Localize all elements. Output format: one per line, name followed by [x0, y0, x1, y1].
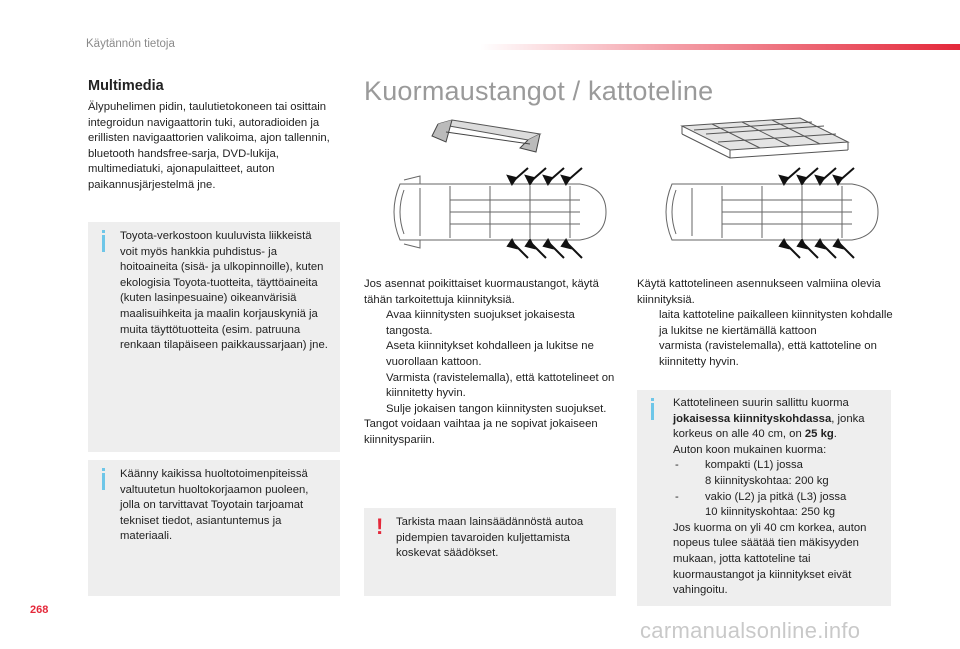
list-item: Avaa kiinnitysten suojukset jokaisesta tangosta.: [386, 309, 575, 337]
info-box-load-limits-text: [673, 396, 883, 599]
header-accent-bar: [480, 44, 960, 50]
mount-arrows-top: [508, 168, 582, 184]
info-box-service-text: Käänny kaikissa huoltotoimenpiteissä valtuutetun huoltokorjaamon puoleen, jolla on tarvittavat Toyotain tarjoamat tekniset tiedot, asiantuntemus ja materiaali.: [120, 468, 309, 543]
mount-arrows-bottom: [508, 240, 582, 258]
roof-rack-instructions: [637, 277, 893, 371]
section-title: Käytännön tietoja: [86, 38, 175, 50]
mount-arrows-top: [780, 168, 854, 184]
roof-bars-steps: [364, 308, 620, 417]
dash-icon: -: [675, 459, 679, 472]
info-box-products: [88, 222, 340, 452]
list-item: laita kattoteline paikalleen kiinnitysten kohdalle ja lukitse ne kiertämällä kattoon: [659, 309, 893, 337]
multimedia-paragraph: Älypuhelimen pidin, taulutietokoneen tai osittain integroidun navigaattorin tuki, autoradioiden ja erillisten navigaattorien valikoima, ajon tallennin, bluetooth handsfree-sarja, DVD-lukija, multimediatuki, ajonapulaitteet, auton paikannusjärjestelmä jne.: [88, 101, 330, 191]
info-box-load-limits: [637, 390, 891, 606]
page-number: 268: [30, 604, 49, 616]
roof-bars-outro: Tangot voidaan vaihtaa ja ne sopivat jokaiseen kiinnityspariin.: [364, 418, 598, 446]
max-load-sentence: Kattotelineen suurin sallittu kuorma jokaisessa kiinnityskohdassa, jonka korkeus on alle 40 cm, on 25 kg.: [673, 397, 865, 441]
list-item: - kompakti (L1) jossa 8 kiinnityskohtaa: 200 kg: [675, 459, 829, 487]
closing-note: Jos kuorma on yli 40 cm korkea, auton nopeus tulee säätää tien mäkisyyden mukaan, jotta kattoteline tai kuormaustangot ja kiinnitykset eivät vahingoitu.: [673, 521, 867, 597]
roof-rack-intro: Käytä kattotelineen asennukseen valmiina olevia kiinnityksiä.: [637, 278, 881, 306]
info-box-products-text: Toyota-verkostoon kuuluvista liikkeistä voit myös hankkia puhdistus- ja hoitoaineita (sisä- ja ulkopinnoille), kuten ekologisia Toyota-tuotteita, täyttöaineita (kuten lasinpesuaine) oikeanvärisiä maalisuihkeita ja maalin korjauskyniä ja muita täyttötuotteita (esim. patruuna renkaan tilapäiseen paikkaussarjaan) jne.: [120, 230, 328, 352]
roof-rack-steps: [637, 308, 893, 370]
warning-box-text: Tarkista maan lainsäädännöstä autoa pidempien tavaroiden kuljettamista koskevat säädökset.: [396, 516, 584, 560]
multimedia-heading: Multimedia: [88, 78, 164, 94]
van-top-view: [394, 176, 606, 248]
crossbar-drawing: [432, 120, 540, 152]
roof-rack-illustration: [652, 112, 892, 272]
roof-bars-intro: Jos asennat poikittaiset kuormaustangot, käytä tähän tarkoitettuja kiinnityksiä.: [364, 278, 599, 306]
info-box-service: [88, 460, 340, 596]
watermark: carmanualsonline.info: [640, 618, 861, 643]
list-item: - vakio (L2) ja pitkä (L3) jossa 10 kiinnityskohtaa: 250 kg: [675, 490, 847, 519]
roof-bars-instructions: [364, 277, 620, 449]
load-by-size-label: Auton koon mukainen kuorma:: [673, 443, 827, 456]
warning-box: [364, 508, 616, 596]
dash-icon: -: [675, 490, 679, 503]
mount-arrows-bottom: [780, 240, 854, 258]
page-title: Kuormaustangot / kattoteline: [364, 76, 714, 106]
list-item: Aseta kiinnitykset kohdalleen ja lukitse ne vuorollaan kattoon.: [386, 340, 594, 368]
roof-rack-drawing: [682, 118, 848, 158]
warning-icon: !: [376, 514, 384, 539]
list-item: varmista (ravistelemalla), että kattoteline on kiinnitetty hyvin.: [659, 340, 877, 368]
roof-bars-illustration: [380, 112, 620, 272]
list-item: Sulje jokaisen tangon kiinnitysten suojukset.: [386, 402, 607, 415]
van-top-view: [666, 184, 878, 240]
list-item: Varmista (ravistelemalla), että kattotelineet on kiinnitetty hyvin.: [386, 371, 615, 400]
